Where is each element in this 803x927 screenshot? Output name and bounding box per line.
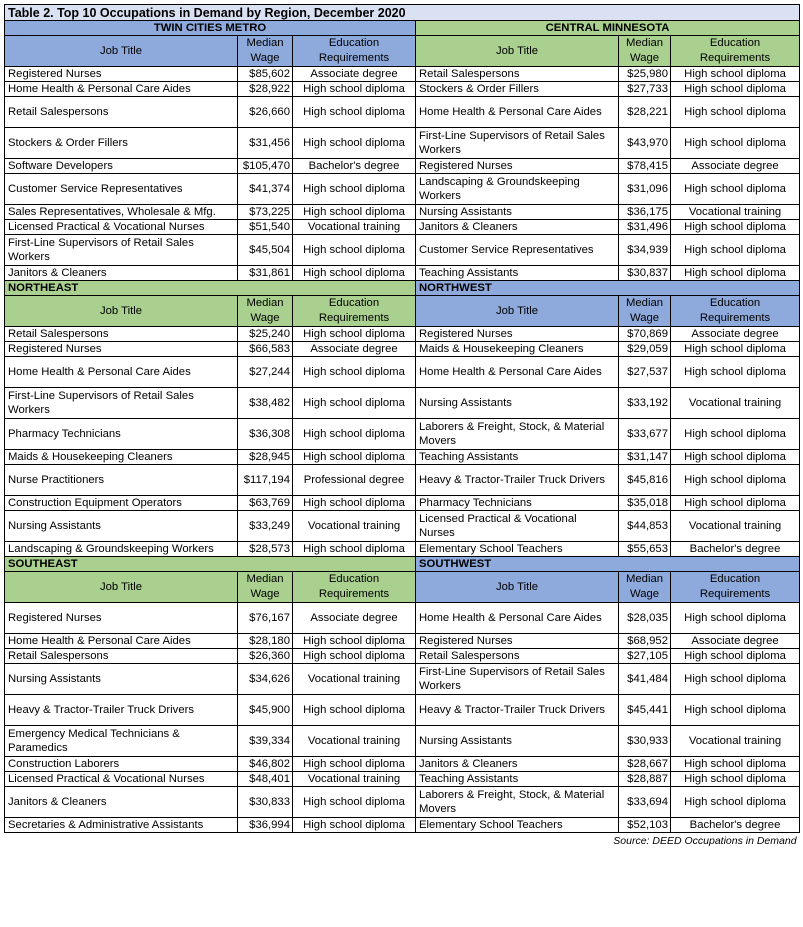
job-title-cell: Nursing Assistants — [5, 664, 238, 695]
table-row — [5, 818, 800, 833]
column-header-education: Education Requirements — [671, 36, 800, 67]
job-title-cell: Registered Nurses — [5, 67, 238, 82]
median-wage-cell: $26,660 — [238, 97, 293, 128]
median-wage-cell: $85,602 — [238, 67, 293, 82]
job-title-cell: Licensed Practical & Vocational Nurses — [416, 511, 619, 542]
median-wage-cell: $78,415 — [619, 159, 671, 174]
table-row — [5, 726, 800, 757]
table-row — [5, 450, 800, 465]
median-wage-cell: $45,441 — [619, 695, 671, 726]
education-cell: Associate degree — [293, 342, 416, 357]
median-wage-cell: $55,653 — [619, 542, 671, 557]
education-cell: High school diploma — [671, 603, 800, 634]
job-title-cell: Teaching Assistants — [416, 266, 619, 281]
median-wage-cell: $51,540 — [238, 220, 293, 235]
job-title-cell: Construction Equipment Operators — [5, 496, 238, 511]
education-cell: High school diploma — [671, 772, 800, 787]
table-row — [5, 388, 800, 419]
education-cell: High school diploma — [671, 787, 800, 818]
table-row — [5, 695, 800, 726]
education-cell: High school diploma — [293, 634, 416, 649]
table-row — [5, 419, 800, 450]
median-wage-cell: $76,167 — [238, 603, 293, 634]
median-wage-cell: $52,103 — [619, 818, 671, 833]
median-wage-cell: $26,360 — [238, 649, 293, 664]
education-cell: Vocational training — [293, 220, 416, 235]
median-wage-cell: $41,484 — [619, 664, 671, 695]
job-title-cell: Elementary School Teachers — [416, 542, 619, 557]
table-row — [5, 266, 800, 281]
job-title-cell: Secretaries & Administrative Assistants — [5, 818, 238, 833]
job-title-cell: Emergency Medical Technicians & Paramedics — [5, 726, 238, 757]
median-wage-cell: $46,802 — [238, 757, 293, 772]
median-wage-cell: $39,334 — [238, 726, 293, 757]
job-title-cell: Teaching Assistants — [416, 772, 619, 787]
table-row — [5, 327, 800, 342]
education-cell: High school diploma — [293, 450, 416, 465]
job-title-cell: Heavy & Tractor-Trailer Truck Drivers — [5, 695, 238, 726]
education-cell: High school diploma — [293, 388, 416, 419]
education-cell: High school diploma — [293, 128, 416, 159]
median-wage-cell: $27,244 — [238, 357, 293, 388]
job-title-cell: Nursing Assistants — [5, 511, 238, 542]
education-cell: High school diploma — [293, 757, 416, 772]
job-title-cell: Registered Nurses — [416, 634, 619, 649]
median-wage-cell: $34,939 — [619, 235, 671, 266]
education-cell: High school diploma — [671, 695, 800, 726]
median-wage-cell: $28,221 — [619, 97, 671, 128]
region-header-row — [5, 281, 800, 296]
table-row — [5, 542, 800, 557]
median-wage-cell: $27,105 — [619, 649, 671, 664]
column-header-median-wage: Median Wage — [238, 296, 293, 327]
median-wage-cell: $34,626 — [238, 664, 293, 695]
education-cell: Associate degree — [293, 67, 416, 82]
table-row — [5, 67, 800, 82]
region-name-right: NORTHWEST — [416, 281, 800, 296]
job-title-cell: Home Health & Personal Care Aides — [5, 82, 238, 97]
column-header-median-wage: Median Wage — [619, 572, 671, 603]
job-title-cell: Sales Representatives, Wholesale & Mfg. — [5, 205, 238, 220]
median-wage-cell: $30,933 — [619, 726, 671, 757]
job-title-cell: Customer Service Representatives — [5, 174, 238, 205]
education-cell: High school diploma — [671, 757, 800, 772]
table-row — [5, 649, 800, 664]
source-note: Source: DEED Occupations in Demand — [5, 833, 800, 849]
table-row — [5, 787, 800, 818]
job-title-cell: Home Health & Personal Care Aides — [416, 97, 619, 128]
median-wage-cell: $45,816 — [619, 465, 671, 496]
education-cell: High school diploma — [671, 266, 800, 281]
education-cell: High school diploma — [671, 67, 800, 82]
education-cell: High school diploma — [293, 82, 416, 97]
education-cell: High school diploma — [671, 649, 800, 664]
column-header-job-title: Job Title — [416, 36, 619, 67]
table-row — [5, 97, 800, 128]
median-wage-cell: $48,401 — [238, 772, 293, 787]
median-wage-cell: $31,456 — [238, 128, 293, 159]
education-cell: High school diploma — [293, 97, 416, 128]
median-wage-cell: $73,225 — [238, 205, 293, 220]
job-title-cell: Pharmacy Technicians — [5, 419, 238, 450]
median-wage-cell: $25,980 — [619, 67, 671, 82]
job-title-cell: Home Health & Personal Care Aides — [416, 357, 619, 388]
education-cell: Associate degree — [671, 634, 800, 649]
median-wage-cell: $31,096 — [619, 174, 671, 205]
job-title-cell: Teaching Assistants — [416, 450, 619, 465]
education-cell: Associate degree — [671, 327, 800, 342]
education-cell: High school diploma — [671, 419, 800, 450]
median-wage-cell: $31,861 — [238, 266, 293, 281]
job-title-cell: Home Health & Personal Care Aides — [5, 634, 238, 649]
column-header-job-title: Job Title — [5, 36, 238, 67]
table-row — [5, 235, 800, 266]
region-name-right: CENTRAL MINNESOTA — [416, 21, 800, 36]
occupations-table — [4, 4, 800, 848]
education-cell: High school diploma — [293, 327, 416, 342]
education-cell: High school diploma — [293, 174, 416, 205]
job-title-cell: Stockers & Order Fillers — [5, 128, 238, 159]
education-cell: High school diploma — [671, 450, 800, 465]
job-title-cell: Heavy & Tractor-Trailer Truck Drivers — [416, 465, 619, 496]
table-row — [5, 357, 800, 388]
column-header-education: Education Requirements — [293, 36, 416, 67]
job-title-cell: Licensed Practical & Vocational Nurses — [5, 772, 238, 787]
column-header-education: Education Requirements — [293, 572, 416, 603]
education-cell: Vocational training — [293, 726, 416, 757]
median-wage-cell: $66,583 — [238, 342, 293, 357]
job-title-cell: Maids & Housekeeping Cleaners — [416, 342, 619, 357]
job-title-cell: Registered Nurses — [5, 342, 238, 357]
table-row — [5, 220, 800, 235]
education-cell: Professional degree — [293, 465, 416, 496]
table-row — [5, 174, 800, 205]
table-row — [5, 159, 800, 174]
job-title-cell: Landscaping & Groundskeeping Workers — [416, 174, 619, 205]
job-title-cell: Home Health & Personal Care Aides — [5, 357, 238, 388]
median-wage-cell: $33,677 — [619, 419, 671, 450]
job-title-cell: Nursing Assistants — [416, 388, 619, 419]
table-title: Table 2. Top 10 Occupations in Demand by Region, December 2020 — [5, 5, 800, 21]
region-name-left: SOUTHEAST — [5, 557, 416, 572]
column-header-job-title: Job Title — [5, 572, 238, 603]
median-wage-cell: $29,059 — [619, 342, 671, 357]
median-wage-cell: $28,573 — [238, 542, 293, 557]
job-title-cell: Nurse Practitioners — [5, 465, 238, 496]
column-header-job-title: Job Title — [416, 296, 619, 327]
median-wage-cell: $33,249 — [238, 511, 293, 542]
job-title-cell: First-Line Supervisors of Retail Sales Workers — [5, 388, 238, 419]
job-title-cell: Elementary School Teachers — [416, 818, 619, 833]
job-title-cell: First-Line Supervisors of Retail Sales Workers — [5, 235, 238, 266]
job-title-cell: Retail Salespersons — [5, 649, 238, 664]
job-title-cell: Stockers & Order Fillers — [416, 82, 619, 97]
education-cell: Vocational training — [671, 205, 800, 220]
median-wage-cell: $35,018 — [619, 496, 671, 511]
job-title-cell: Nursing Assistants — [416, 726, 619, 757]
job-title-cell: Registered Nurses — [416, 327, 619, 342]
column-header-median-wage: Median Wage — [238, 36, 293, 67]
table-row — [5, 511, 800, 542]
education-cell: Vocational training — [671, 511, 800, 542]
column-header-job-title: Job Title — [5, 296, 238, 327]
column-header-row — [5, 36, 800, 67]
job-title-cell: Janitors & Cleaners — [416, 757, 619, 772]
median-wage-cell: $36,994 — [238, 818, 293, 833]
table-row — [5, 342, 800, 357]
table-row — [5, 757, 800, 772]
education-cell: High school diploma — [671, 465, 800, 496]
region-header-row — [5, 557, 800, 572]
education-cell: Bachelor's degree — [671, 818, 800, 833]
median-wage-cell: $33,192 — [619, 388, 671, 419]
median-wage-cell: $38,482 — [238, 388, 293, 419]
median-wage-cell: $28,667 — [619, 757, 671, 772]
education-cell: Associate degree — [671, 159, 800, 174]
source-row — [5, 833, 800, 849]
education-cell: High school diploma — [671, 97, 800, 128]
education-cell: High school diploma — [671, 664, 800, 695]
median-wage-cell: $117,194 — [238, 465, 293, 496]
table-row — [5, 772, 800, 787]
job-title-cell: Maids & Housekeeping Cleaners — [5, 450, 238, 465]
table-row — [5, 205, 800, 220]
median-wage-cell: $27,733 — [619, 82, 671, 97]
education-cell: High school diploma — [293, 649, 416, 664]
column-header-row — [5, 296, 800, 327]
education-cell: High school diploma — [293, 496, 416, 511]
job-title-cell: Retail Salespersons — [416, 67, 619, 82]
education-cell: Bachelor's degree — [671, 542, 800, 557]
table-row — [5, 496, 800, 511]
median-wage-cell: $43,970 — [619, 128, 671, 159]
education-cell: High school diploma — [293, 266, 416, 281]
column-header-job-title: Job Title — [416, 572, 619, 603]
median-wage-cell: $25,240 — [238, 327, 293, 342]
education-cell: High school diploma — [671, 496, 800, 511]
job-title-cell: Laborers & Freight, Stock, & Material Movers — [416, 787, 619, 818]
education-cell: High school diploma — [671, 174, 800, 205]
job-title-cell: Retail Salespersons — [5, 327, 238, 342]
education-cell: High school diploma — [293, 787, 416, 818]
education-cell: High school diploma — [671, 220, 800, 235]
median-wage-cell: $31,147 — [619, 450, 671, 465]
median-wage-cell: $105,470 — [238, 159, 293, 174]
region-name-left: TWIN CITIES METRO — [5, 21, 416, 36]
education-cell: High school diploma — [671, 235, 800, 266]
job-title-cell: Nursing Assistants — [416, 205, 619, 220]
job-title-cell: Laborers & Freight, Stock, & Material Movers — [416, 419, 619, 450]
job-title-cell: Janitors & Cleaners — [5, 266, 238, 281]
job-title-cell: Retail Salespersons — [5, 97, 238, 128]
column-header-education: Education Requirements — [293, 296, 416, 327]
column-header-row — [5, 572, 800, 603]
job-title-cell: Software Developers — [5, 159, 238, 174]
education-cell: High school diploma — [293, 695, 416, 726]
job-title-cell: First-Line Supervisors of Retail Sales Workers — [416, 664, 619, 695]
column-header-education: Education Requirements — [671, 572, 800, 603]
column-header-median-wage: Median Wage — [619, 296, 671, 327]
median-wage-cell: $28,945 — [238, 450, 293, 465]
job-title-cell: Registered Nurses — [5, 603, 238, 634]
education-cell: High school diploma — [671, 128, 800, 159]
table-row — [5, 603, 800, 634]
job-title-cell: Pharmacy Technicians — [416, 496, 619, 511]
median-wage-cell: $30,833 — [238, 787, 293, 818]
job-title-cell: Janitors & Cleaners — [416, 220, 619, 235]
median-wage-cell: $28,180 — [238, 634, 293, 649]
job-title-cell: First-Line Supervisors of Retail Sales Workers — [416, 128, 619, 159]
table-row — [5, 465, 800, 496]
job-title-cell: Registered Nurses — [416, 159, 619, 174]
table-row — [5, 82, 800, 97]
education-cell: High school diploma — [671, 357, 800, 388]
education-cell: Vocational training — [671, 388, 800, 419]
median-wage-cell: $28,887 — [619, 772, 671, 787]
median-wage-cell: $63,769 — [238, 496, 293, 511]
education-cell: Vocational training — [293, 511, 416, 542]
column-header-education: Education Requirements — [671, 296, 800, 327]
table-row — [5, 634, 800, 649]
education-cell: High school diploma — [293, 818, 416, 833]
education-cell: High school diploma — [293, 205, 416, 220]
job-title-cell: Construction Laborers — [5, 757, 238, 772]
median-wage-cell: $27,537 — [619, 357, 671, 388]
job-title-cell: Licensed Practical & Vocational Nurses — [5, 220, 238, 235]
median-wage-cell: $41,374 — [238, 174, 293, 205]
education-cell: High school diploma — [293, 419, 416, 450]
education-cell: High school diploma — [293, 357, 416, 388]
median-wage-cell: $36,175 — [619, 205, 671, 220]
job-title-cell: Landscaping & Groundskeeping Workers — [5, 542, 238, 557]
median-wage-cell: $31,496 — [619, 220, 671, 235]
median-wage-cell: $28,035 — [619, 603, 671, 634]
education-cell: High school diploma — [671, 342, 800, 357]
job-title-cell: Home Health & Personal Care Aides — [416, 603, 619, 634]
median-wage-cell: $45,504 — [238, 235, 293, 266]
education-cell: High school diploma — [671, 82, 800, 97]
job-title-cell: Heavy & Tractor-Trailer Truck Drivers — [416, 695, 619, 726]
job-title-cell: Retail Salespersons — [416, 649, 619, 664]
education-cell: Vocational training — [671, 726, 800, 757]
job-title-cell: Customer Service Representatives — [416, 235, 619, 266]
education-cell: Bachelor's degree — [293, 159, 416, 174]
column-header-median-wage: Median Wage — [238, 572, 293, 603]
occupations-table-container — [4, 4, 799, 848]
median-wage-cell: $44,853 — [619, 511, 671, 542]
education-cell: Associate degree — [293, 603, 416, 634]
table-row — [5, 128, 800, 159]
median-wage-cell: $36,308 — [238, 419, 293, 450]
job-title-cell: Janitors & Cleaners — [5, 787, 238, 818]
median-wage-cell: $45,900 — [238, 695, 293, 726]
median-wage-cell: $30,837 — [619, 266, 671, 281]
education-cell: Vocational training — [293, 664, 416, 695]
region-name-left: NORTHEAST — [5, 281, 416, 296]
median-wage-cell: $68,952 — [619, 634, 671, 649]
median-wage-cell: $28,922 — [238, 82, 293, 97]
education-cell: High school diploma — [293, 235, 416, 266]
median-wage-cell: $70,869 — [619, 327, 671, 342]
education-cell: Vocational training — [293, 772, 416, 787]
region-header-row — [5, 21, 800, 36]
table-row — [5, 664, 800, 695]
region-name-right: SOUTHWEST — [416, 557, 800, 572]
education-cell: High school diploma — [293, 542, 416, 557]
median-wage-cell: $33,694 — [619, 787, 671, 818]
column-header-median-wage: Median Wage — [619, 36, 671, 67]
